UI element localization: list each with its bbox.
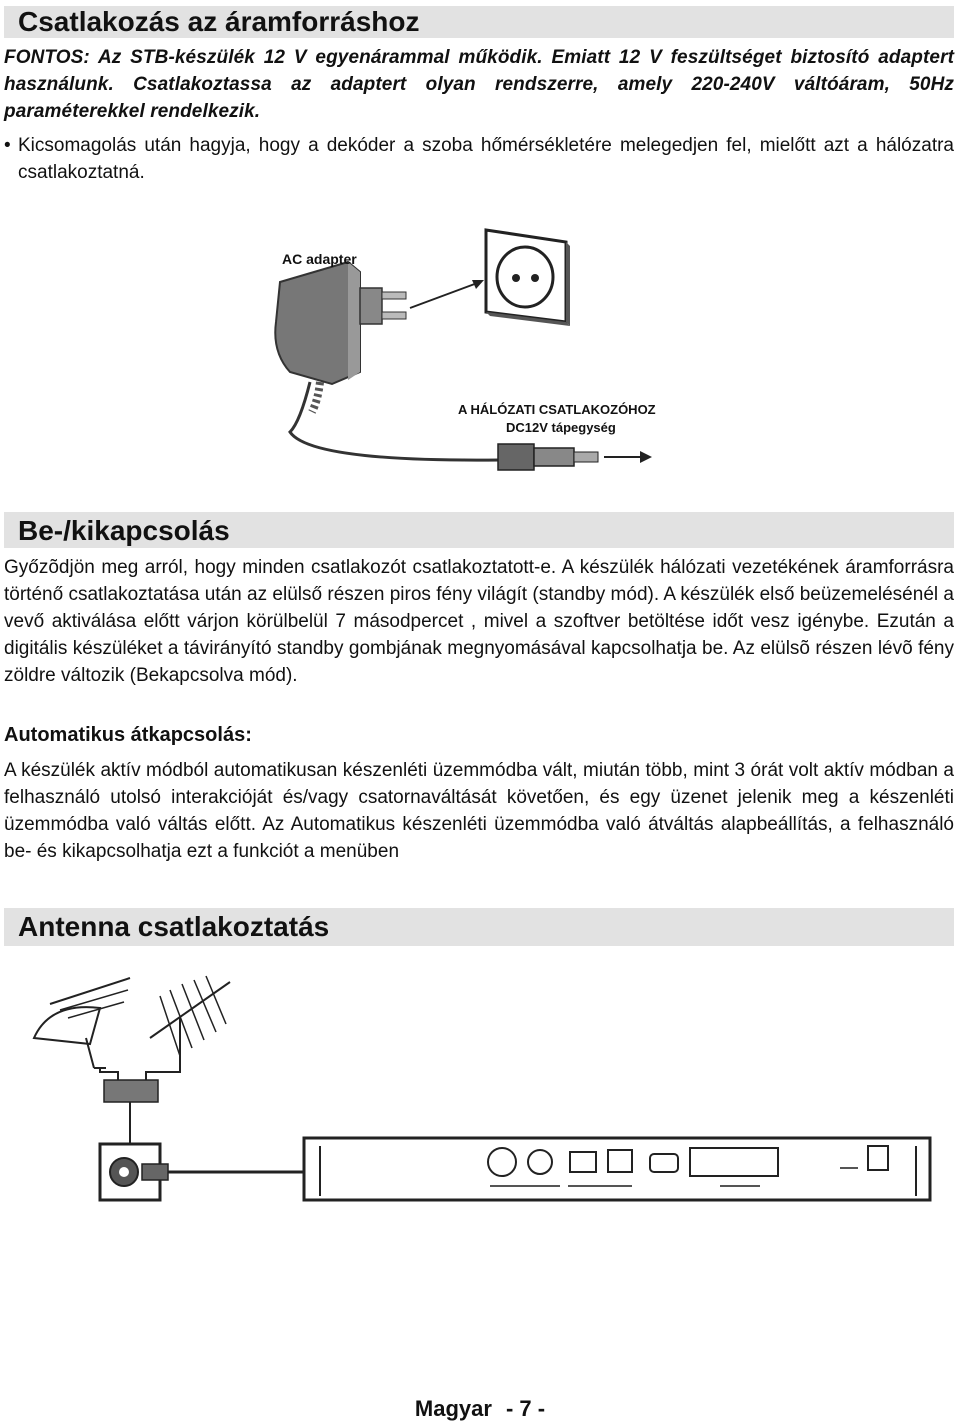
section-heading-onoff-text: Be-/kikapcsolás: [18, 515, 230, 546]
bullet-dot: •: [4, 135, 11, 156]
section-heading-antenna: [4, 908, 954, 946]
receiver-back-panel-icon: [304, 1138, 930, 1200]
footer-language: Magyar: [414, 1396, 492, 1421]
terrestrial-antenna-icon: [150, 976, 230, 1068]
auto-switch-paragraph: A készülék aktív módból automatikusan készenléti üzemmódba vált, miután több, mint 3 órát volt aktív módban a felhasználó utolsó interakcióját és/vagy csatornaváltását követően, és egy üzenet jelenik meg a készenléti üzemmódba való váltás előtt. Az Automatikus készenléti üzemmódba való átváltás alapbeállítás, a felhasználó be- és kikapcsolhatja ezt a funkciót a menüben: [4, 760, 954, 862]
adapter-label: AC adapter: [282, 251, 357, 267]
connector-label-line1: A HÁLÓZATI CSATLAKOZÓHOZ: [458, 402, 656, 417]
combiner-box-icon: [104, 1080, 158, 1102]
arrow-to-socket-icon: [410, 280, 484, 308]
section-heading-power: [4, 6, 954, 38]
important-notice: FONTOS: Az STB-készülék 12 V egyenárammal működik. Emiatt 12 V feszültséget biztosító adaptert használunk. Csatlakoztassa az adaptert olyan rendszerre, amely 220-240V váltóáram, 50Hz paraméterekkel rendelkezik.: [4, 47, 954, 122]
warm-up-text: Kicsomagolás után hagyja, hogy a dekóder a szoba hőmérsékletére melegedjen fel, mielőtt azt a hálózatra csatlakoztatná.: [18, 135, 954, 183]
connector-label-line2: DC12V tápegység: [506, 420, 616, 435]
wall-socket-icon: [486, 230, 570, 326]
dc-plug-icon: [498, 444, 652, 470]
auto-switch-heading: Automatikus átkapcsolás:: [4, 724, 252, 746]
onoff-paragraph: Győzõdjön meg arról, hogy minden csatlakozót csatlakoztatott-e. A készülék hálózati vezetékének áramforrásra történő csatlakoztatása után az elülső részen piros fény világít (standby mód). A készülék első beüzemelésénél a vevő aktiválása előtt várjon körülbelül 7 másodpercet , mivel a szoftver betöltése időt vesz igénybe. Ezután a digitális készüléket a távirányító standby gombjának megnyomásával kapcsolhatja be. Az elülsõ részen lévõ fény zöldre változik (Bekapcsolva mód).: [4, 557, 954, 686]
warm-up-bullet: [4, 132, 954, 186]
page-number: - 7 -: [505, 1396, 546, 1421]
section-heading-antenna-text: Antenna csatlakoztatás: [18, 911, 330, 942]
ac-adapter-icon: [275, 262, 500, 460]
satellite-dish-icon: [34, 978, 130, 1068]
section-heading-onoff: [4, 512, 954, 548]
power-adapter-figure: [240, 222, 680, 472]
page-footer: [0, 1396, 960, 1422]
antenna-connection-figure: [20, 968, 940, 1208]
section-heading-power-text: Csatlakozás az áramforráshoz: [18, 6, 420, 37]
